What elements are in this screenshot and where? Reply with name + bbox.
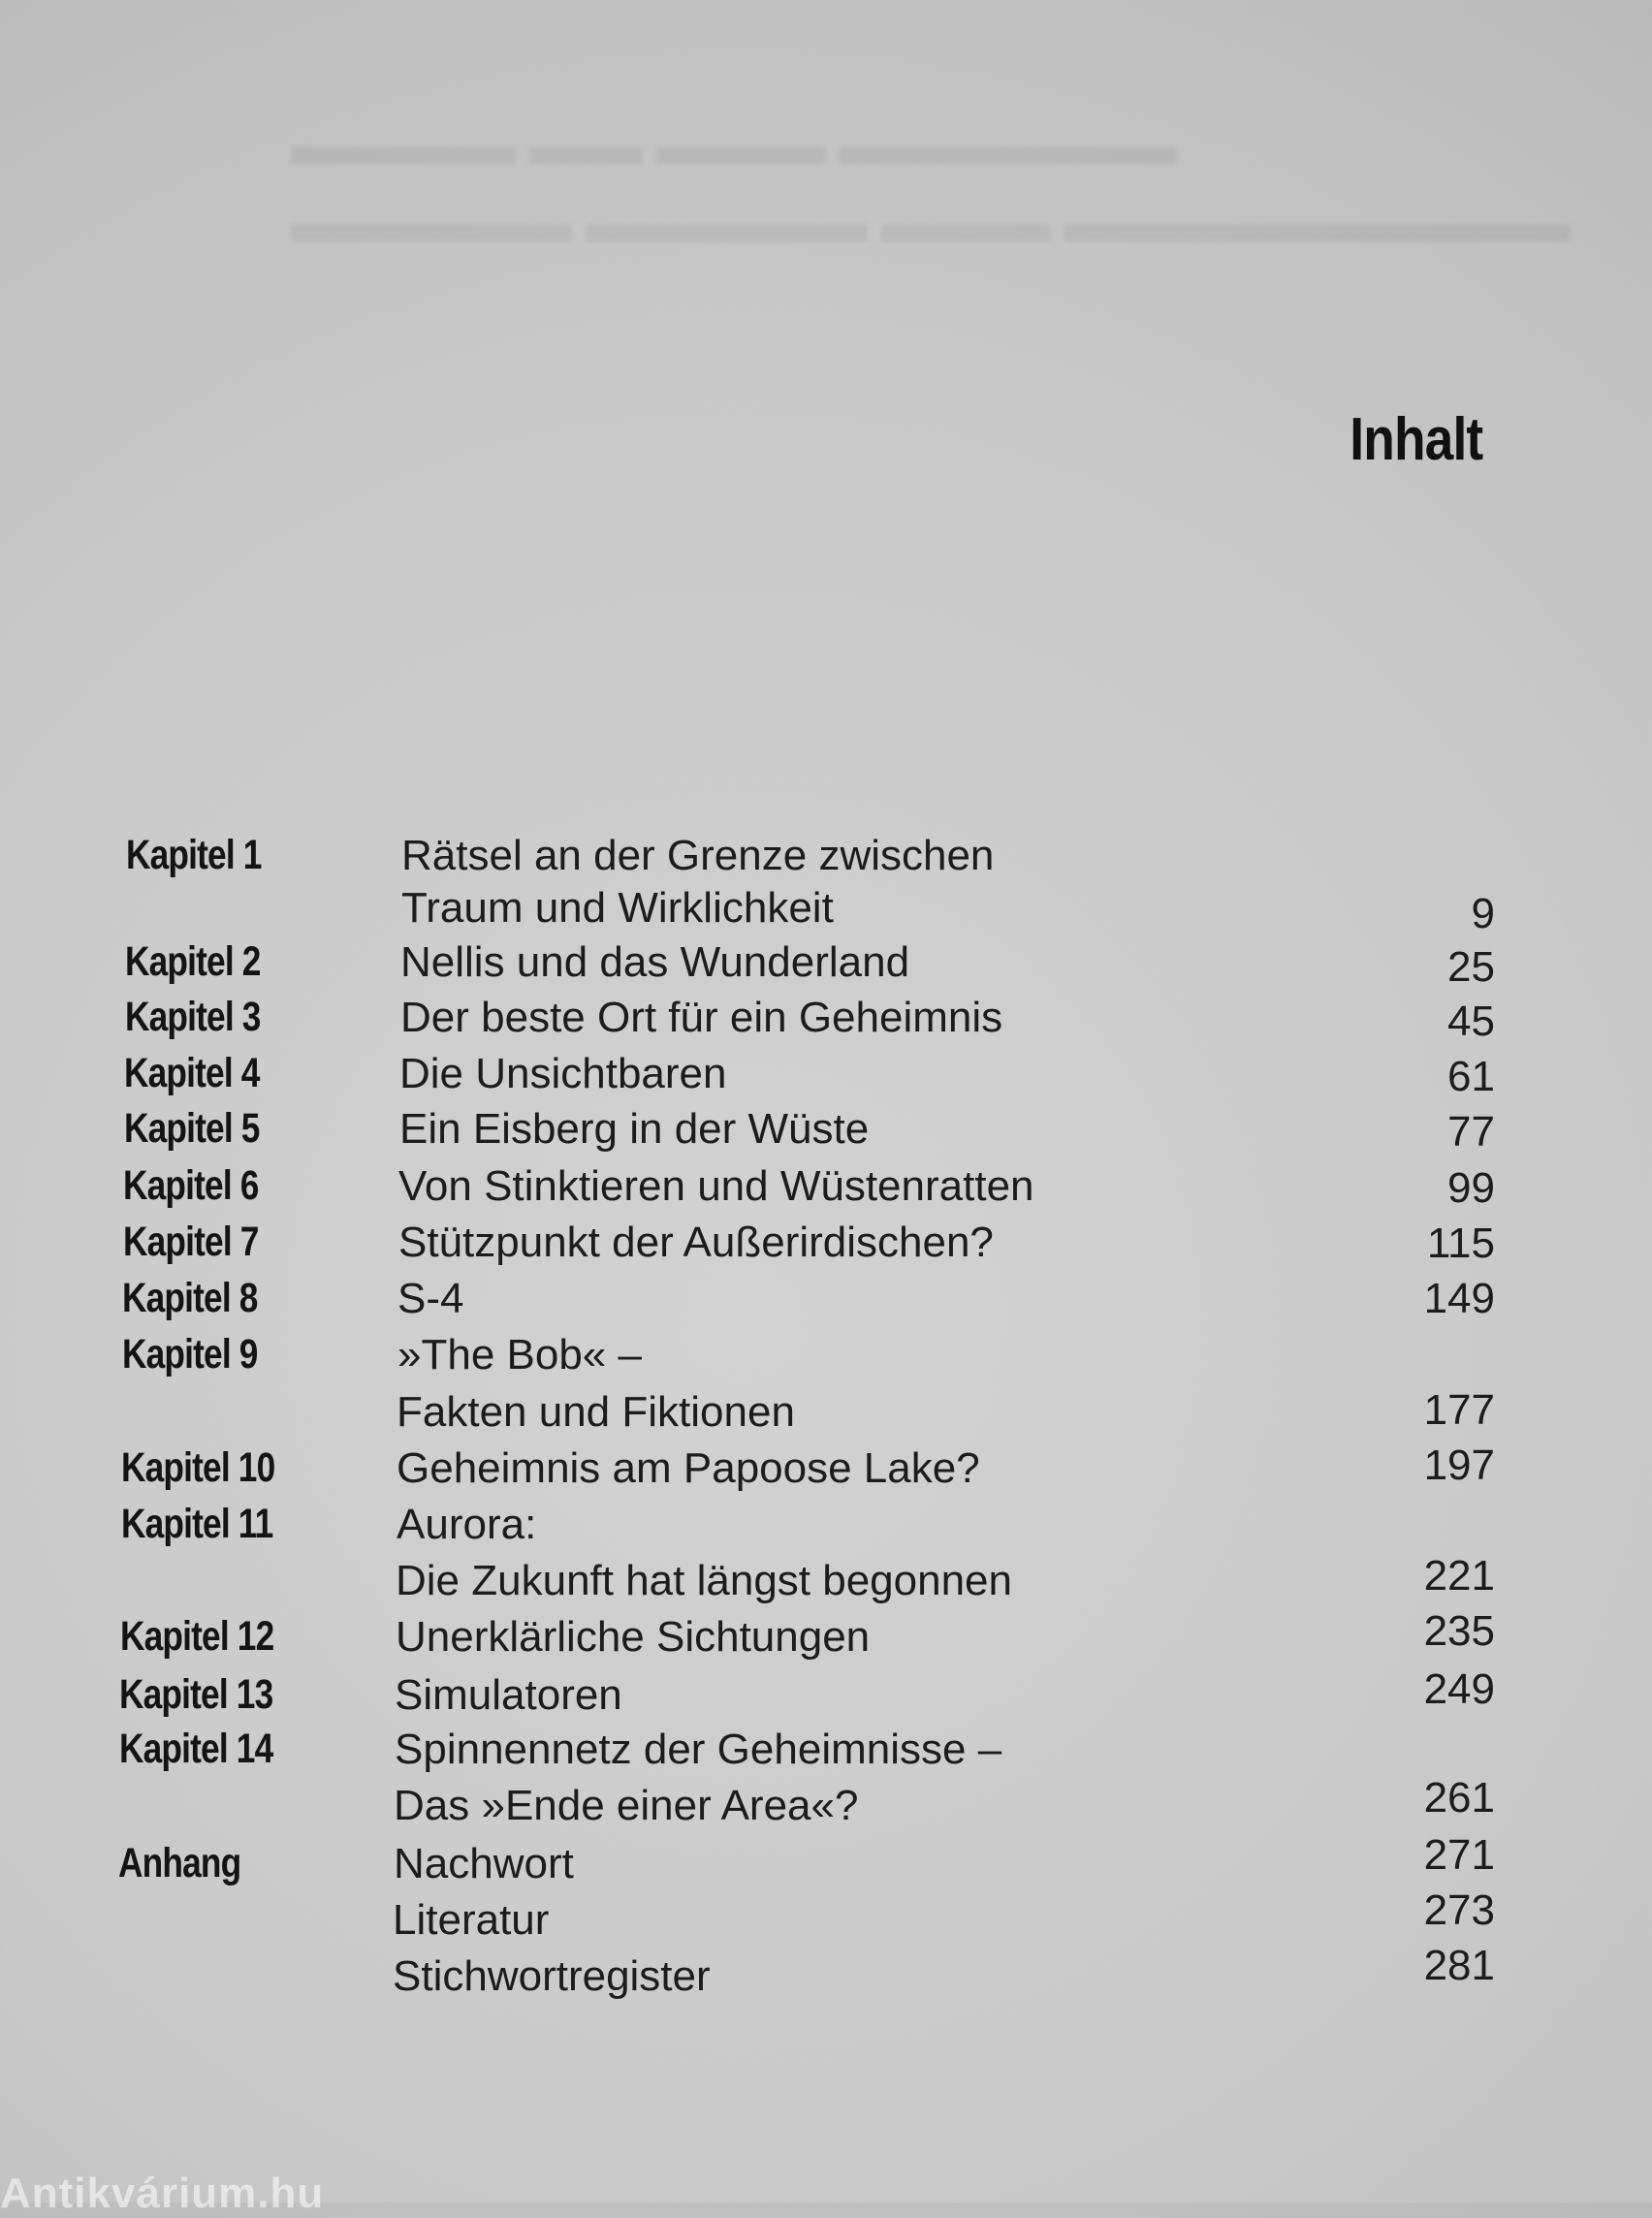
toc-entry-title: Die Unsichtbaren [399, 1050, 727, 1097]
toc-entry-title: Von Stinktieren und Wüstenratten [398, 1162, 1034, 1210]
watermark: Antikvárium.hu [0, 2170, 325, 2217]
toc-entry-title: Simulatoren [395, 1671, 622, 1719]
toc-entry-page: 221 [1423, 1552, 1495, 1600]
toc-entry-title: Traum und Wirklichkeit [401, 884, 834, 932]
toc-entry-page: 115 [1426, 1220, 1495, 1267]
toc-entry-label: Kapitel 13 [119, 1671, 273, 1718]
toc-entry-title: Stützpunkt der Außerirdischen? [398, 1219, 994, 1266]
toc-entry-title: Nachwort [394, 1840, 574, 1887]
toc-entry-title: »The Bob« – [397, 1331, 642, 1378]
toc-entry-title: Nellis und das Wunderland [400, 938, 910, 986]
toc-entry-page: 9 [1471, 890, 1495, 937]
toc-entry-label: Kapitel 3 [125, 994, 261, 1040]
toc-heading: Inhalt [1349, 406, 1482, 473]
toc-entry-title: Literatur [393, 1896, 550, 1944]
toc-entry-page: 249 [1423, 1665, 1495, 1713]
toc-entry-page: 99 [1447, 1164, 1495, 1212]
toc-entry-page: 261 [1423, 1774, 1495, 1822]
toc-entry-page: 273 [1423, 1886, 1495, 1934]
toc-entry-label: Kapitel 9 [122, 1331, 258, 1378]
toc-entry-page: 25 [1447, 943, 1495, 991]
toc-entry-page: 149 [1423, 1275, 1495, 1322]
toc-entry-label: Kapitel 5 [124, 1105, 260, 1152]
toc-entry-title: Der beste Ort für ein Geheimnis [400, 994, 1003, 1041]
toc-entry-page: 235 [1423, 1607, 1495, 1655]
toc-entry-label: Kapitel 7 [123, 1219, 259, 1265]
show-through-texture: ▬▬▬▬ ▬▬ ▬▬▬ ▬▬▬▬▬▬ ▬▬▬▬▬ ▬▬▬▬▬ ▬▬▬ ▬▬▬▬▬▬▬▬▬ [291, 113, 1571, 254]
toc-entry-title: Das »Ende einer Area«? [394, 1782, 859, 1829]
toc-entry-page: 197 [1423, 1442, 1495, 1489]
toc-entry-page: 45 [1447, 998, 1495, 1045]
toc-entry-label: Kapitel 2 [125, 938, 261, 985]
toc-entry-title: Stichwortregister [393, 1952, 711, 2000]
toc-entry-page: 271 [1423, 1831, 1495, 1879]
toc-entry-page: 77 [1447, 1108, 1495, 1156]
toc-entry-label: Kapitel 11 [121, 1501, 273, 1547]
toc-entry-page: 177 [1423, 1386, 1495, 1434]
toc-entry-label: Kapitel 10 [121, 1444, 275, 1491]
toc-entry-title: Rätsel an der Grenze zwischen [401, 832, 995, 879]
toc-entry-page: 281 [1423, 1942, 1495, 1989]
toc-entry-label: Kapitel 1 [126, 832, 262, 878]
toc-entry-label: Anhang [118, 1840, 241, 1886]
toc-entry-title: Fakten und Fiktionen [397, 1388, 795, 1436]
toc-entry-label: Kapitel 6 [123, 1162, 259, 1209]
toc-entry-title: Spinnennetz der Geheimnisse – [395, 1726, 1002, 1773]
toc-entry-title: Unerklärliche Sichtungen [396, 1613, 871, 1661]
toc-entry-title: Aurora: [397, 1501, 537, 1548]
toc-entry-label: Kapitel 8 [122, 1275, 258, 1321]
toc-entry-label: Kapitel 12 [120, 1613, 274, 1660]
toc-entry-title: Die Zukunft hat längst begonnen [396, 1557, 1013, 1604]
toc-entry-label: Kapitel 4 [124, 1050, 260, 1096]
toc-entry-label: Kapitel 14 [119, 1726, 273, 1772]
toc-entry-title: S-4 [397, 1275, 464, 1322]
toc-entry-page: 61 [1447, 1053, 1495, 1100]
toc-entry-title: Geheimnis am Papoose Lake? [397, 1444, 980, 1492]
toc-entry-title: Ein Eisberg in der Wüste [399, 1105, 870, 1153]
